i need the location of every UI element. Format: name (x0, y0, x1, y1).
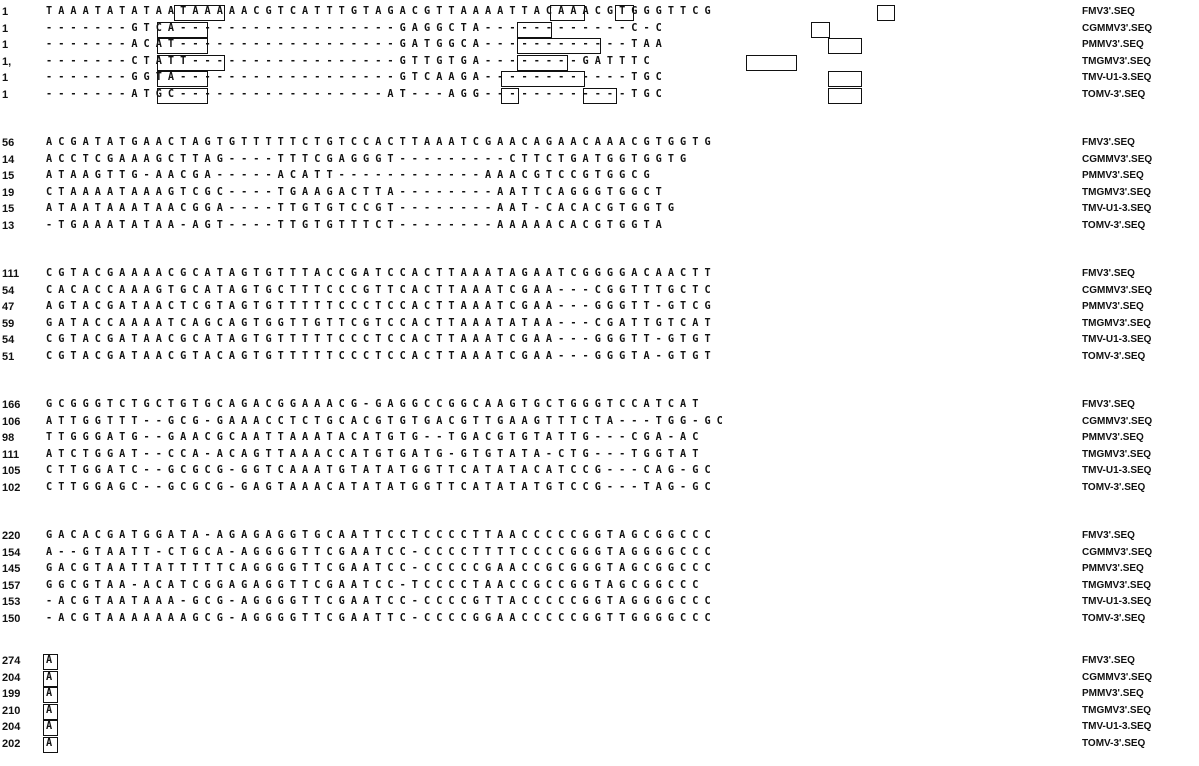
sequence-row (0, 414, 1199, 430)
position-number: 210 (2, 704, 21, 717)
nucleotide-sequence: ATTGGTTT--GCG-GAAACCTCTGCACGTGTGACGTTGAAGTTTCTA---TGG-GC (46, 415, 729, 427)
nucleotide-sequence: -------ACAT------------------GATGGCA------------TAA (46, 39, 668, 51)
sequence-row (0, 201, 1199, 217)
nucleotide-sequence: A (46, 655, 59, 666)
sequence-row (0, 736, 1199, 752)
nucleotide-sequence: ATAATAAATAACGGA----TTGTGTCCGT--------AAT-CACACGTGGTG (46, 203, 681, 215)
nucleotide-sequence: TTGGGATG--GAACGCAATTAAATACATGTG--TGACGTGTATTG---CGA-AC (46, 432, 705, 444)
nucleotide-sequence: A (46, 671, 59, 683)
sequence-row (0, 430, 1199, 446)
position-number: 111 (2, 448, 20, 461)
position-number: 1 (2, 22, 9, 35)
sequence-row (0, 54, 1199, 70)
position-number: 1 (2, 39, 9, 52)
sequence-row (0, 185, 1199, 201)
sequence-row (0, 480, 1199, 496)
nucleotide-sequence: ACGATATGAACTAGTGTTTTTCTGTCCACTTAAATCGAACAGAACAAACGTGGTG (46, 137, 717, 148)
position-number: 145 (2, 563, 21, 576)
sequence-row (0, 316, 1199, 332)
nucleotide-sequence: GACACGATGGATA-AGAGAGGTGCAATTCCTCCCCTTAACCCCCGGTAGCGGCCC (46, 530, 717, 541)
nucleotide-sequence: CTTGGATC--GCGCG-GGTCAAATGTATATGGTTCATATACATCCG---CAG-GC (46, 465, 717, 477)
position-number: 150 (2, 613, 21, 625)
nucleotide-sequence: ATCTGGAT--CCA-ACAGTTAAACCATGTGATG-GTGTATA-CTG---TGGTAT (46, 448, 705, 460)
nucleotide-sequence: A--GTAATT-CTGCA-AGGGGTTCGAATCC-CCCCTTTTCCCCGGGTAGGGGCCC (46, 546, 717, 558)
nucleotide-sequence: GCGGGTCTGCTGTGCAGACGGAAACG-GAGGCCGGCAAGTGCTGGGTCCATCAT (46, 399, 705, 410)
sequence-row (0, 168, 1199, 184)
position-number: 199 (2, 688, 21, 701)
sequence-file-label: CGMMV3'.SEQ (1082, 546, 1153, 558)
sequence-row (0, 332, 1199, 348)
sequence-row (0, 447, 1199, 463)
sequence-file-label: TMGMV3'.SEQ (1082, 186, 1152, 198)
sequence-file-label: PMMV3'.SEQ (1082, 170, 1144, 182)
sequence-file-label: PMMV3'.SEQ (1082, 563, 1144, 575)
sequence-file-label: TOMV-3'.SEQ (1082, 482, 1146, 493)
sequence-file-label: PMMV3'.SEQ (1082, 39, 1144, 51)
sequence-file-label: PMMV3'.SEQ (1082, 432, 1144, 444)
position-number: 154 (2, 546, 21, 559)
nucleotide-sequence: CTAAAATAAAGTCGC----TGAAGACTTA--------AATTCAGGGTGGCT (46, 186, 668, 198)
nucleotide-sequence: -------GTCA------------------GAGGCTA------------C-C (46, 22, 668, 34)
position-number: 1 (2, 89, 9, 101)
sequence-file-label: TOMV-3'.SEQ (1082, 220, 1146, 231)
sequence-row (0, 152, 1199, 168)
sequence-file-label: PMMV3'.SEQ (1082, 301, 1144, 313)
sequence-row (0, 670, 1199, 686)
sequence-file-label: TMV-U1-3.SEQ (1082, 334, 1152, 346)
sequence-row (0, 397, 1199, 413)
position-number: 166 (2, 399, 21, 411)
sequence-file-label: TOMV-3'.SEQ (1082, 738, 1146, 749)
nucleotide-sequence: CACACCAAAGTGCATAGTGCTTTCCCGTTCACTTAAATCGAA---CGGTTTGCTC (46, 284, 717, 296)
nucleotide-sequence: -------GGTA------------------GTCAAGA------------TGC (46, 72, 668, 84)
position-number: 153 (2, 596, 21, 609)
nucleotide-sequence: GGCGTAA-ACATCGGAGAGGTTCGAATCC-TCCCCTAACCGCCGGTAGCGGCCC (46, 579, 705, 591)
position-number: 1 (2, 6, 9, 18)
sequence-file-label: FMV3'.SEQ (1082, 399, 1135, 410)
nucleotide-sequence: CGTACGAAAACGCATAGTGTTTACCGATCCACTTAAATAGAATCGGGGACAACTT (46, 268, 717, 279)
position-number: 56 (2, 137, 15, 149)
position-number: 19 (2, 186, 15, 199)
position-number: 13 (2, 220, 15, 232)
sequence-file-label: CGMMV3'.SEQ (1082, 671, 1153, 683)
sequence-row (0, 719, 1199, 735)
nucleotide-sequence: A (46, 704, 59, 716)
nucleotide-sequence: -ACGTAAAAAAAGCG-AGGGGTTCGAATTC-CCCCGGAACCCCCGGTTGGGGCCC (46, 613, 717, 624)
sequence-row (0, 528, 1199, 544)
sequence-row (0, 218, 1199, 234)
sequence-row (0, 561, 1199, 577)
nucleotide-sequence: GATACCAAAATCAGCAGTGGTTGTTCGTCCACTTAAATATAA---CGATTGTCAT (46, 317, 717, 329)
position-number: 274 (2, 655, 21, 667)
sequence-file-label: TMV-U1-3.SEQ (1082, 721, 1152, 733)
sequence-row (0, 611, 1199, 627)
sequence-file-label: TMGMV3'.SEQ (1082, 317, 1152, 329)
sequence-row (0, 703, 1199, 719)
sequence-file-label: PMMV3'.SEQ (1082, 688, 1144, 700)
position-number: 1, (2, 55, 12, 68)
sequence-file-label: TMV-U1-3.SEQ (1082, 72, 1152, 84)
sequence-file-label: TOMV-3'.SEQ (1082, 613, 1146, 624)
sequence-row (0, 266, 1199, 282)
sequence-file-label: TMV-U1-3.SEQ (1082, 203, 1152, 215)
nucleotide-sequence: AGTACGATAACTCGTAGTGTTTTTCCCTCCACTTAAATCGAA---GGGTT-GTCG (46, 301, 717, 313)
nucleotide-sequence: ACCTCGAAAGCTTAG----TTTCGAGGGT---------CTTCTGATGGTGGTG (46, 153, 693, 165)
position-number: 54 (2, 334, 15, 347)
position-number: 111 (2, 268, 20, 280)
sequence-row (0, 653, 1199, 669)
sequence-file-label: TMV-U1-3.SEQ (1082, 465, 1152, 477)
position-number: 47 (2, 301, 15, 314)
sequence-row (0, 70, 1199, 86)
position-number: 98 (2, 432, 15, 445)
position-number: 14 (2, 153, 15, 166)
position-number: 204 (2, 671, 21, 684)
sequence-row (0, 37, 1199, 53)
nucleotide-sequence: A (46, 738, 59, 749)
sequence-file-label: TMV-U1-3.SEQ (1082, 596, 1152, 608)
nucleotide-sequence: GACGTAATTATTTTTCAGGGGTTCGAATCC-CCCCCGAACCGCGGGTAGCGGCCC (46, 563, 717, 575)
nucleotide-sequence: CGTACGATAACGCATAGTGTTTTTCCCTCCACTTAAATCGAA---GGGTT-GTGT (46, 334, 717, 346)
position-number: 105 (2, 465, 21, 478)
sequence-file-label: FMV3'.SEQ (1082, 137, 1135, 148)
sequence-row (0, 686, 1199, 702)
nucleotide-sequence: -------ATGC-----------------AT---AGG------------TGC (46, 89, 668, 100)
sequence-row (0, 87, 1199, 103)
sequence-file-label: CGMMV3'.SEQ (1082, 22, 1153, 34)
nucleotide-sequence: -------CTATT-----------------GTTGTGA--------GATTTC (46, 55, 656, 67)
sequence-file-label: CGMMV3'.SEQ (1082, 284, 1153, 296)
nucleotide-sequence: TAAATATATAATAAAAACGTCATTTGTAGACGTTAAAATTACAAACGTGGGTTCG (46, 6, 717, 17)
sequence-file-label: TMGMV3'.SEQ (1082, 579, 1152, 591)
sequence-row (0, 578, 1199, 594)
sequence-file-label: CGMMV3'.SEQ (1082, 153, 1153, 165)
position-number: 204 (2, 721, 21, 734)
sequence-file-label: FMV3'.SEQ (1082, 530, 1135, 541)
position-number: 202 (2, 738, 21, 750)
sequence-file-label: CGMMV3'.SEQ (1082, 415, 1153, 427)
sequence-row (0, 21, 1199, 37)
sequence-file-label: TMGMV3'.SEQ (1082, 55, 1152, 67)
sequence-row (0, 594, 1199, 610)
sequence-row (0, 4, 1199, 20)
nucleotide-sequence: ATAAGTTG-AACGA-----ACATT------------AAACGTCCGTGGCG (46, 170, 656, 182)
position-number: 54 (2, 284, 15, 297)
position-number: 220 (2, 530, 21, 542)
nucleotide-sequence: CGTACGATAACGTACAGTGTTTTTCCCTCCACTTAAATCGAA---GGGTA-GTGT (46, 351, 717, 362)
sequence-row (0, 349, 1199, 365)
sequence-row (0, 283, 1199, 299)
sequence-row (0, 135, 1199, 151)
position-number: 1 (2, 72, 9, 85)
sequence-file-label: FMV3'.SEQ (1082, 655, 1135, 666)
sequence-file-label: TOMV-3'.SEQ (1082, 351, 1146, 362)
nucleotide-sequence: CTTGGAGC--GCGCG-GAGTAAACATATATGGTTCATATATGTCCG---TAG-GC (46, 482, 717, 493)
nucleotide-sequence: -TGAAATATAA-AGT----TTGTGTTTCT--------AAAAACACGTGGTA (46, 220, 668, 231)
sequence-row (0, 545, 1199, 561)
sequence-file-label: FMV3'.SEQ (1082, 6, 1135, 17)
sequence-row (0, 463, 1199, 479)
sequence-file-label: TOMV-3'.SEQ (1082, 89, 1146, 100)
sequence-row (0, 299, 1199, 315)
nucleotide-sequence: A (46, 688, 59, 700)
sequence-file-label: TMGMV3'.SEQ (1082, 448, 1152, 460)
position-number: 59 (2, 317, 15, 330)
position-number: 51 (2, 351, 15, 363)
position-number: 106 (2, 415, 21, 428)
position-number: 102 (2, 482, 21, 494)
position-number: 157 (2, 579, 21, 592)
position-number: 15 (2, 170, 15, 183)
nucleotide-sequence: -ACGTAATAAA-GCG-AGGGGTTCGAATCC-CCCCGTTACCCCCGGTAGGGGCCC (46, 596, 717, 608)
sequence-file-label: TMGMV3'.SEQ (1082, 704, 1152, 716)
nucleotide-sequence: A (46, 721, 59, 733)
position-number: 15 (2, 203, 15, 216)
sequence-file-label: FMV3'.SEQ (1082, 268, 1135, 279)
